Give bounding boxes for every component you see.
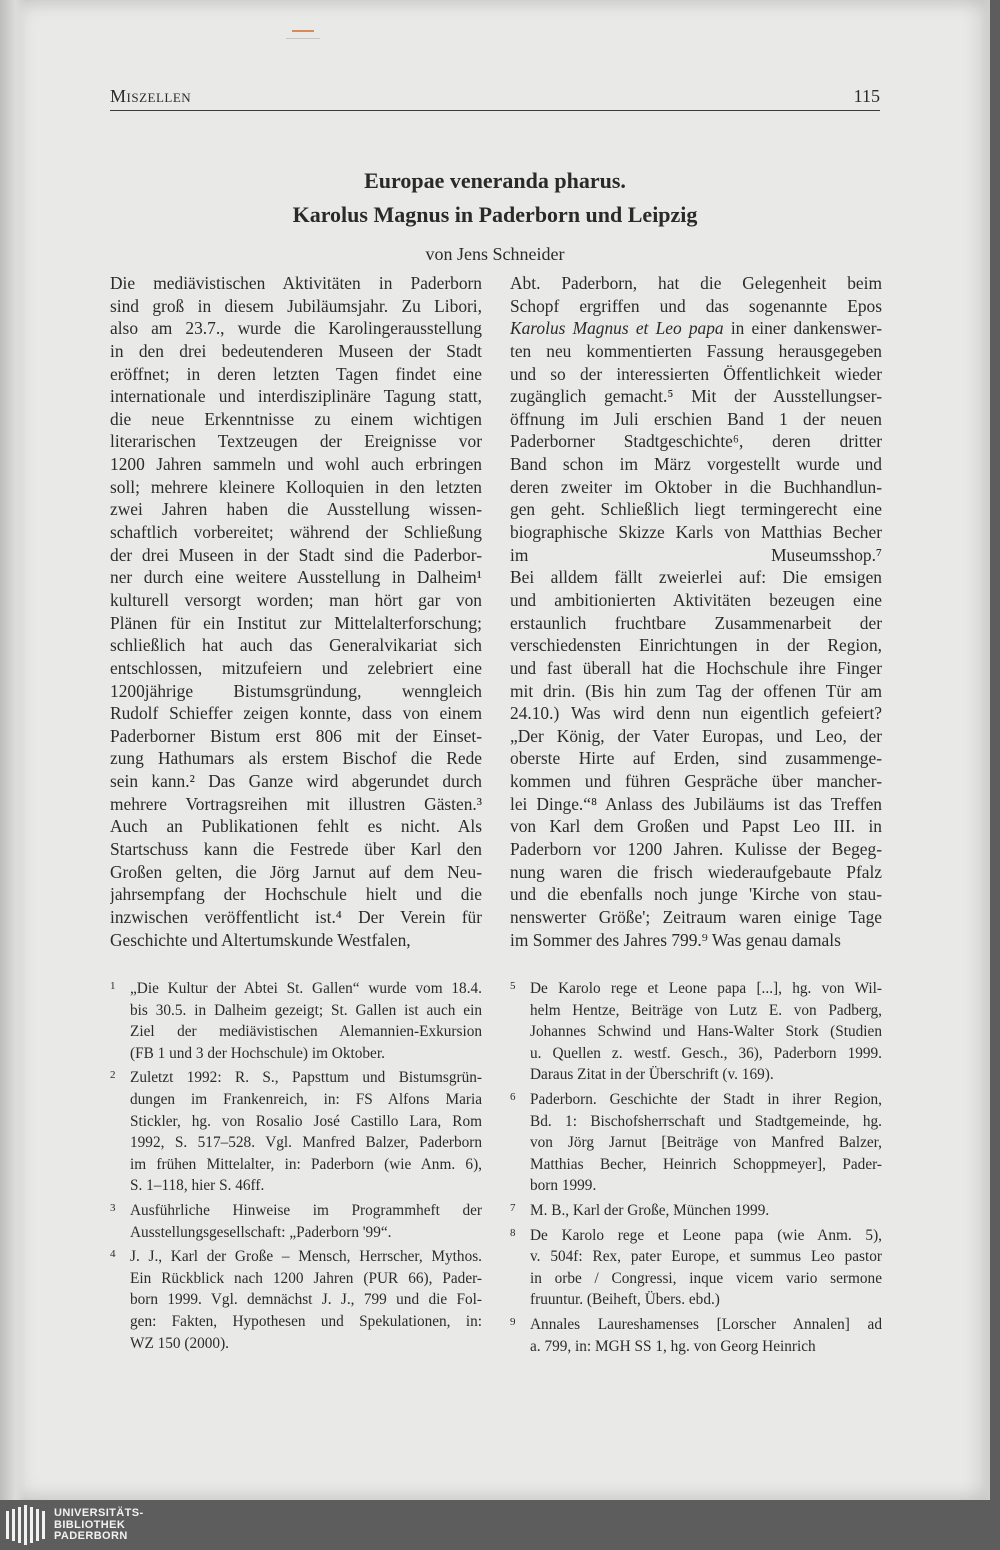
body-line: nenswerter Größe'; Zeitraum waren einige Tage (510, 906, 882, 927)
body-line: im Sommer des Jahres 799.⁹ Was genau damals (510, 929, 841, 950)
footnote-line: Zuletzt 1992: R. S., Papsttum und Bistumsgrün- (130, 1069, 482, 1087)
footnote-line: born 1999. (530, 1177, 597, 1195)
footnote-line: Ein Rückblick nach 1200 Jahren (PUR 66), Pader- (130, 1269, 482, 1287)
body-line: und fast überall hat die Hochschule ihre Finger (510, 657, 882, 678)
footnote-line: bis 30.5. in Dalheim gezeigt; St. Gallen ist auch ein (130, 1001, 482, 1019)
article-title-line-2: Karolus Magnus in Paderborn und Leipzig (292, 202, 698, 227)
body-line: der drei Museen in der Stadt sind die Paderbor- (110, 544, 482, 565)
library-footer-bar (0, 1500, 1000, 1550)
footnote-line: (FB 1 und 3 der Hochschule) im Oktober. (130, 1044, 385, 1062)
footnote (110, 978, 482, 1064)
body-line: Die mediävistischen Aktivitäten in Paderborn (110, 273, 482, 293)
footnotes-right (510, 978, 882, 1360)
body-line: mehrere Vortragsreihen mit illustren Gästen.³ (110, 793, 482, 814)
body-line: im Museumsshop.⁷ (510, 544, 882, 565)
footnote-number: 8 (510, 1226, 516, 1239)
footnote-line: Ausführliche Hinweise im Programmheft der (130, 1201, 482, 1219)
body-line: kulturell versorgt worden; man hört gar von (110, 589, 482, 610)
body-line: deren zweiter im Oktober in die Buchhandlun- (510, 476, 882, 497)
footnote-line: WZ 150 (2000). (130, 1334, 229, 1352)
library-name (54, 1508, 144, 1543)
footnote-number: 3 (110, 1201, 116, 1214)
footnote-line: Daraus Zitat in der Überschrift (v. 169). (530, 1066, 774, 1084)
body-line: 1200jährige Bistumsgründung, wenngleich (110, 680, 482, 701)
scan-mark-line (286, 38, 320, 39)
page-edge-shadow (980, 0, 990, 1500)
article-title-line-1: Europae veneranda pharus. (364, 168, 626, 193)
footnote-line: M. B., Karl der Große, München 1999. (530, 1201, 770, 1219)
body-line: zung Hathumars als erstem Bischof die Rede (110, 748, 482, 769)
body-line: zugänglich gemacht.⁵ Mit der Ausstellungser- (510, 386, 882, 407)
body-line: ten neu kommentierten Fassung herausgegeben (510, 340, 882, 361)
footnote-number: 7 (510, 1201, 516, 1214)
body-line: literarischen Textzeugen der Ereignisse vor (110, 431, 482, 452)
footnote-line: dungen im Frankenreich, in: FS Alfons Maria (130, 1090, 482, 1108)
body-line: eröffnet; in deren letzten Tagen findet eine (110, 363, 482, 384)
footnote-line: gen: Fakten, Hypothesen und Spekulationen, in: (130, 1312, 482, 1330)
body-line: inzwischen veröffentlicht ist.⁴ Der Verein für (110, 906, 482, 927)
body-line: und ambitionierten Aktivitäten bezeugen eine (510, 589, 882, 610)
body-column-right (510, 272, 882, 951)
footnote-line: J. J., Karl der Große – Mensch, Herrscher, Mythos. (130, 1248, 482, 1266)
body-line: 1200 Jahren sammeln und wohl auch erbringen (110, 454, 482, 475)
body-line: Plänen für ein Institut zur Mittelalterforschung; (110, 612, 482, 633)
footnote-line: v. 504f: Rex, pater Europe, et summus Leo pastor (530, 1248, 882, 1266)
body-line: verschiedensten Einrichtungen in der Region, (510, 635, 882, 656)
library-name-line-3: PADERBORN (54, 1530, 128, 1542)
body-line: jahrsempfang der Hochschule hielt und die (110, 884, 482, 905)
body-line: sein kann.² Das Ganze wird abgerundet durch (110, 771, 482, 792)
body-line: mit drin. (Bis hin zum Tag der offenen Tür am (510, 680, 882, 701)
footnote-number: 4 (110, 1248, 116, 1261)
body-line: Geschichte und Altertumskunde Westfalen, (110, 929, 411, 950)
book-spine-shadow (0, 0, 26, 1500)
body-line: biographische Skizze Karls von Matthias Becher (510, 522, 882, 543)
footnote-number: 2 (110, 1069, 116, 1082)
body-line: Auch an Publikationen fehlt es nicht. Als (110, 816, 482, 837)
footnotes-left (110, 978, 482, 1357)
body-line: schließlich hat auch das Generalvikariat sich (110, 635, 482, 656)
body-line: lei Dinge.“⁸ Anlass des Jubiläums ist das Treffen (510, 793, 882, 814)
body-line: sind groß in diesem Jubiläumsjahr. Zu Libori, (110, 295, 482, 316)
body-line: Band schon im März vorgestellt wurde und (510, 454, 882, 475)
footnote (510, 978, 882, 1086)
body-line: Karolus Magnus et Leo papa in einer dankenswer- (510, 318, 882, 339)
library-logo-icon (4, 1505, 48, 1545)
body-line: erstaunlich fruchtbare Zusammenarbeit der (510, 612, 882, 633)
body-line: und die ebenfalls noch junge 'Kirche von stau- (510, 884, 882, 905)
footnote (110, 1246, 482, 1354)
footnote-number: 1 (110, 980, 116, 992)
body-line: also am 23.7., wurde die Karolingerausstellung (110, 318, 482, 339)
body-line: entschlossen, mitzufeiern und zelebriert eine (110, 657, 482, 678)
body-line: oberste Hirte auf Erden, sind zusammenge- (510, 748, 882, 769)
footnote-line: Ausstellungsgesellschaft: „Paderborn '99“. (130, 1223, 392, 1241)
footnote-line: von Jörg Jarnut [Beiträge von Manfred Balzer, (530, 1134, 882, 1152)
body-line: Abt. Paderborn, hat die Gelegenheit beim (510, 273, 882, 293)
body-line: Startschuss kann die Festrede über Karl den (110, 839, 482, 860)
body-line: Großen gelten, die Jörg Jarnut auf dem Neu- (110, 861, 482, 882)
body-line: Paderborn vor 1200 Jahren. Kulisse der Begeg- (510, 839, 882, 860)
footnote-line: De Karolo rege et Leone papa (wie Anm. 5), (530, 1226, 882, 1244)
body-line: nung waren die frisch wiederaufgebaute Pfalz (510, 861, 882, 882)
footnote-line: Paderborn. Geschichte der Stadt in ihrer Region, (530, 1090, 882, 1108)
footnote-line: Ziel der mediävistischen Alemannien-Exkursion (130, 1023, 482, 1041)
body-line: Paderborner Stadtgeschichte⁶, deren dritter (510, 431, 882, 452)
footnote-number: 5 (510, 980, 516, 992)
footnote-line: born 1999. Vgl. demnächst J. J., 799 und die Fol- (130, 1291, 482, 1309)
footnote-number: 9 (510, 1315, 516, 1328)
body-line: soll; mehrere kleinere Kolloquien in den letzten (110, 476, 482, 497)
footnote-line: Stickler, hg. von Rosalio José Castillo Lara, Rom (130, 1112, 482, 1130)
body-line: internationale und interdisziplinäre Tagung statt, (110, 386, 482, 407)
body-line: öffnung im Juli erschien Band 1 der neuen (510, 408, 882, 429)
running-head (110, 86, 880, 111)
body-line: Paderborner Bistum erst 806 mit der Einset- (110, 725, 482, 746)
footnote-line: Matthias Becher, Heinrich Schoppmeyer], Pader- (530, 1155, 882, 1173)
footnote-line: a. 799, in: MGH SS 1, hg. von Georg Heinrich (530, 1337, 816, 1355)
footnote-line: Bd. 1: Bischofsherrschaft und Stadtgemeinde, hg. (530, 1112, 882, 1130)
footnote-line: Johannes Schwind und Hans-Walter Stork (Studien (530, 1023, 882, 1041)
library-name-line-1: UNIVERSITÄTS- (54, 1507, 144, 1519)
page-number: 115 (853, 86, 880, 106)
footnote-line: in orbe / Congressi, inque vicem vario sermone (530, 1269, 882, 1287)
body-line: Rudolf Schieffer zeigen konnte, dass von einem (110, 703, 482, 724)
scan-mark (292, 30, 314, 32)
footnote-line: helm Hentze, Beiträge von Lutz E. von Padberg, (530, 1001, 882, 1019)
footnote (510, 1225, 882, 1311)
body-line: die neue Erkenntnisse zu einem wichtigen (110, 408, 482, 429)
footnote-line: S. 1–118, hier S. 46ff. (130, 1177, 265, 1195)
footnote-line: De Karolo rege et Leone papa [...], hg. von Wil- (530, 980, 882, 997)
body-line: 24.10.) Was wird denn nun eigentlich gefeiert? (510, 703, 882, 724)
body-line: Bei alldem fällt zweierlei auf: Die emsigen (510, 567, 882, 588)
body-line: ner durch eine weitere Ausstellung in Dalheim¹ (110, 567, 482, 588)
footnote (110, 1200, 482, 1243)
body-line: in den drei bedeutenderen Museen der Stadt (110, 340, 482, 361)
footnote-line: Annales Laureshamenses [Lorscher Annalen] ad (530, 1315, 882, 1333)
body-column-left (110, 272, 482, 951)
footnote (510, 1314, 882, 1357)
body-line: Schopf ergriffen und das sogenannte Epos (510, 295, 882, 316)
footnote (510, 1200, 882, 1222)
library-name-line-2: BIBLIOTHEK (54, 1518, 126, 1531)
footnote-line: fruuntur. (Beiheft, Übers. ebd.) (530, 1291, 720, 1309)
body-line: kommen und führen Gespräche über mancher- (510, 771, 882, 792)
body-line: schaftlich vorbereitet; während der Schließung (110, 522, 482, 543)
footnote-line: „Die Kultur der Abtei St. Gallen“ wurde vom 18.4. (130, 980, 482, 997)
footnote-number: 6 (510, 1090, 516, 1103)
epos-title: Karolus Magnus et Leo papa (510, 318, 724, 339)
footnote-line: 1992, S. 517–528. Vgl. Manfred Balzer, Paderborn (130, 1134, 482, 1152)
footnote (510, 1089, 882, 1197)
body-line: von Karl dem Großen und Papst Leo III. in (510, 816, 882, 837)
body-line: zwei Jahren haben die Ausstellung wissen- (110, 499, 482, 520)
article-author: von Jens Schneider (425, 244, 565, 264)
section-title: Miszellen (110, 86, 192, 106)
footnote-line: u. Quellen z. westf. Gesch., 36), Paderborn 1999. (530, 1044, 882, 1062)
body-line: gen geht. Schließlich liegt termingerecht eine (510, 499, 882, 520)
footnote (110, 1067, 482, 1197)
body-line: „Der König, der Vater Europas, und Leo, der (510, 725, 882, 746)
body-line: und so der interessierten Öffentlichkeit wieder (510, 363, 882, 384)
footnote-line: im frühen Mittelalter, in: Paderborn (wie Anm. 6), (130, 1155, 482, 1173)
